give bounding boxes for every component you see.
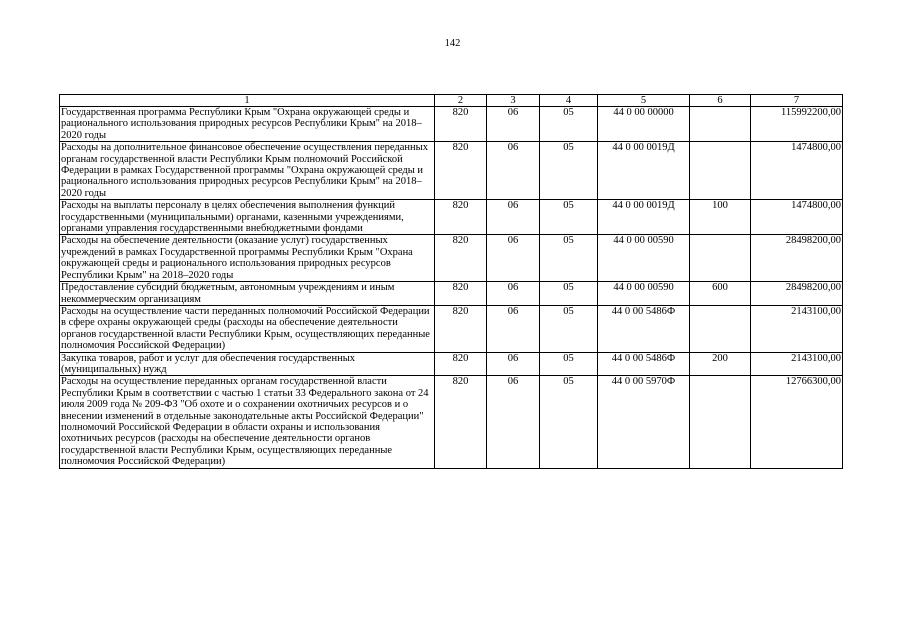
row-pr: 05 (540, 352, 598, 376)
row-rz: 06 (487, 142, 540, 200)
row-ved: 820 (435, 200, 487, 235)
row-sum: 2143100,00 (751, 305, 843, 352)
row-pr: 05 (540, 107, 598, 142)
row-ved: 820 (435, 282, 487, 306)
row-ved: 820 (435, 235, 487, 282)
table-row (60, 142, 843, 200)
page-number: 142 (444, 38, 461, 49)
row-pr: 05 (540, 282, 598, 306)
row-csr: 44 0 00 5486Ф (598, 352, 690, 376)
table-row (60, 282, 843, 306)
header-col-6: 6 (690, 95, 751, 107)
table-row (60, 200, 843, 235)
row-sum: 12766300,00 (751, 376, 843, 468)
header-col-7: 7 (751, 95, 843, 107)
row-pr: 05 (540, 376, 598, 468)
header-col-5: 5 (598, 95, 690, 107)
header-col-3: 3 (487, 95, 540, 107)
row-ved: 820 (435, 376, 487, 468)
row-ved: 820 (435, 142, 487, 200)
row-name: Расходы на осуществление переданных органам государственной власти Республики Крым в соответствии с частью 1 статьи 33 Федерального закона от 24 июля 2009 года № 209-ФЗ "Об охоте и о сохранении охотничьих ресурсов и о внесении изменений в отдельные законодательные акты Российской Федерации" полномочий Российской Федерации в области охраны и использования охотничьих ресурсов (расходы на обеспечение деятельности органов государственной власти Республики Крым, осуществляющих переданные полномочия Российской Федерации) (60, 376, 435, 468)
row-csr: 44 0 00 0019Д (598, 200, 690, 235)
row-csr: 44 0 00 00590 (598, 282, 690, 306)
row-sum: 115992200,00 (751, 107, 843, 142)
table-row (60, 352, 843, 376)
row-name: Расходы на осуществление части переданных полномочий Российской Федерации в сфере охраны окружающей среды (расходы на обеспечение деятельности органов государственной власти Республики Крым, осуществляющих переданные полномочия Российской Федерации) (60, 305, 435, 352)
row-rz: 06 (487, 376, 540, 468)
table-row (60, 305, 843, 352)
row-pr: 05 (540, 142, 598, 200)
row-sum: 2143100,00 (751, 352, 843, 376)
row-ved: 820 (435, 352, 487, 376)
row-name: Расходы на выплаты персоналу в целях обеспечения выполнения функций государственными (муниципальными) органами, казенными учреждениями, органами управления государственными внебюджетными фондами (60, 200, 435, 235)
row-rz: 06 (487, 235, 540, 282)
row-ved: 820 (435, 305, 487, 352)
row-name: Предоставление субсидий бюджетным, автономным учреждениям и иным некоммерческим организациям (60, 282, 435, 306)
row-name: Расходы на обеспечение деятельности (оказание услуг) государственных учреждений в рамках Государственной программы Республики Крым "Охрана окружающей среды и рационального использования природных ресурсов Республики Крым" на 2018–2020 годы (60, 235, 435, 282)
row-rz: 06 (487, 305, 540, 352)
row-csr: 44 0 00 00590 (598, 235, 690, 282)
header-col-1: 1 (60, 95, 435, 107)
row-sum: 1474800,00 (751, 200, 843, 235)
row-vr (690, 107, 751, 142)
table-row (60, 107, 843, 142)
row-csr: 44 0 00 5970Ф (598, 376, 690, 468)
row-pr: 05 (540, 305, 598, 352)
row-vr (690, 235, 751, 282)
row-pr: 05 (540, 200, 598, 235)
row-vr (690, 305, 751, 352)
row-vr: 200 (690, 352, 751, 376)
row-csr: 44 0 00 0019Д (598, 142, 690, 200)
row-vr (690, 376, 751, 468)
budget-table (59, 94, 843, 469)
row-pr: 05 (540, 235, 598, 282)
row-ved: 820 (435, 107, 487, 142)
row-name: Расходы на дополнительное финансовое обеспечение осуществления переданных органам государственной власти Республики Крым полномочий Российской Федерации в рамках Государственной программы "Охрана окружающей среды и рационального использования природных ресурсов Республики Крым" на 2018–2020 годы (60, 142, 435, 200)
table-row (60, 376, 843, 468)
row-csr: 44 0 00 5486Ф (598, 305, 690, 352)
row-sum: 28498200,00 (751, 282, 843, 306)
row-vr: 600 (690, 282, 751, 306)
header-col-4: 4 (540, 95, 598, 107)
row-rz: 06 (487, 352, 540, 376)
row-name: Государственная программа Республики Крым "Охрана окружающей среды и рационального использования природных ресурсов Республики Крым" на 2018–2020 годы (60, 107, 435, 142)
row-vr (690, 142, 751, 200)
row-rz: 06 (487, 282, 540, 306)
row-name: Закупка товаров, работ и услуг для обеспечения государственных (муниципальных) нужд (60, 352, 435, 376)
table-row (60, 235, 843, 282)
row-sum: 28498200,00 (751, 235, 843, 282)
row-rz: 06 (487, 107, 540, 142)
row-vr: 100 (690, 200, 751, 235)
table-header-row (60, 95, 843, 107)
header-col-2: 2 (435, 95, 487, 107)
row-rz: 06 (487, 200, 540, 235)
row-sum: 1474800,00 (751, 142, 843, 200)
row-csr: 44 0 00 00000 (598, 107, 690, 142)
